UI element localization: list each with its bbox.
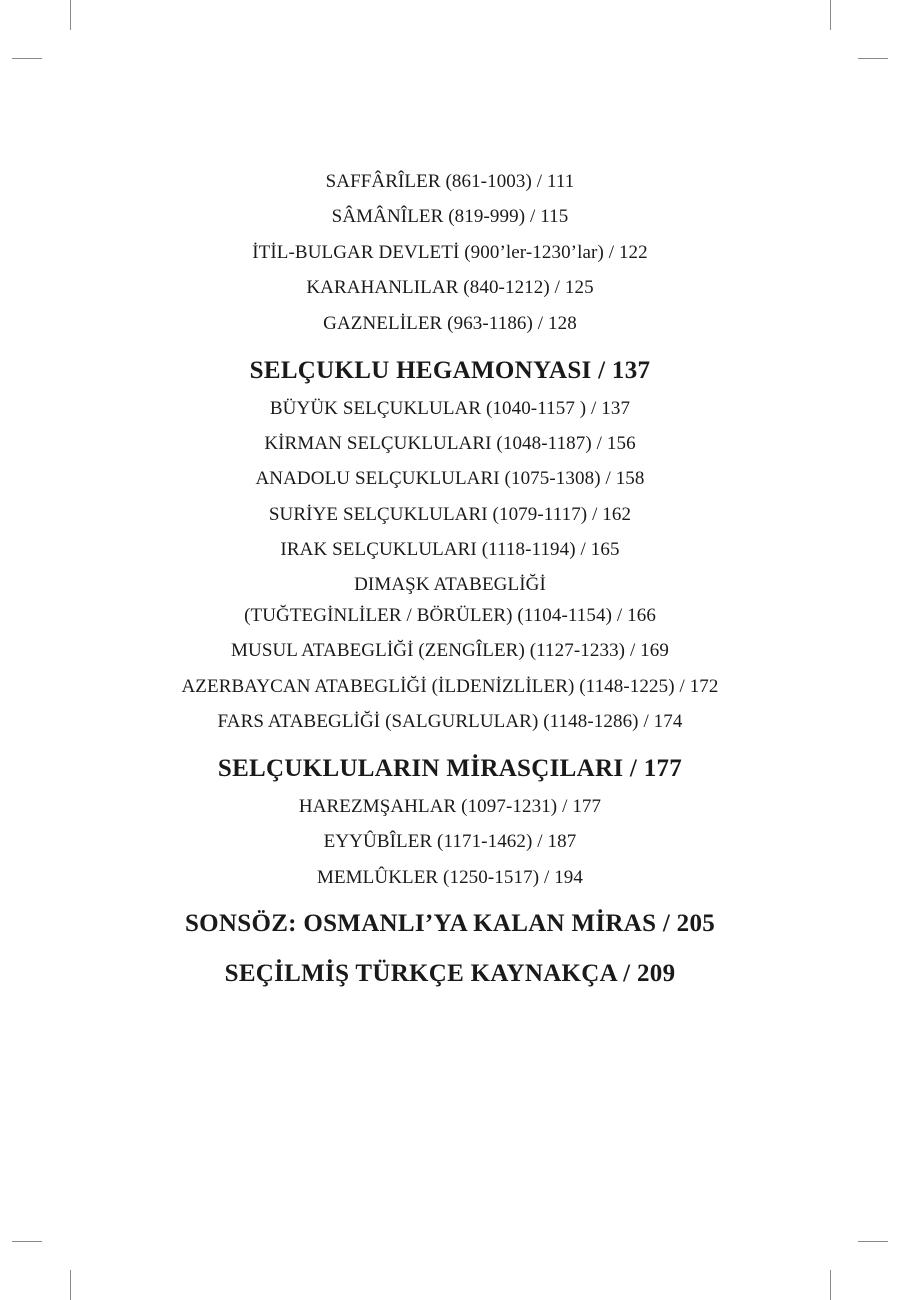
crop-mark-top-left-h <box>12 58 42 59</box>
crop-mark-bottom-right-h <box>858 1241 888 1242</box>
crop-mark-bottom-left-h <box>12 1241 42 1242</box>
crop-mark-top-left <box>70 0 71 30</box>
toc-entry-azerbaycan-atabegligi: AZERBAYCAN ATABEGLİĞİ (İLDENİZLİLER) (1148-1225) / 172 <box>181 676 719 697</box>
toc-heading-selcuklularin-mirascilari: SELÇUKLULARIN MİRASÇILARI / 177 <box>217 755 683 782</box>
toc-entry-kirman-selcuklulari: KİRMAN SELÇUKLULARI (1048-1187) / 156 <box>264 433 636 454</box>
toc-entry-irak-selcuklulari: IRAK SELÇUKLULARI (1118-1194) / 165 <box>280 539 620 560</box>
crop-mark-bottom-left <box>70 1270 71 1300</box>
toc-entry-buyuk-selcuklular: BÜYÜK SELÇUKLULAR (1040-1157 ) / 137 <box>269 398 631 419</box>
toc-entry-itil-bulgar: İTİL-BULGAR DEVLETİ (900’ler-1230’lar) / 122 <box>252 242 648 263</box>
toc-entry-fars-atabegligi: FARS ATABEGLİĞİ (SALGURLULAR) (1148-1286) / 174 <box>217 711 683 732</box>
toc-heading-selcuklu-hegamonyasi: SELÇUKLU HEGAMONYASI / 137 <box>249 357 651 384</box>
toc-entry-gazneliler: GAZNELİLER (963-1186) / 128 <box>323 313 577 334</box>
toc-entry-musul-atabegligi: MUSUL ATABEGLİĞİ (ZENGÎLER) (1127-1233) / 169 <box>231 640 669 661</box>
crop-mark-top-right-h <box>858 58 888 59</box>
toc-heading-sonsoz: SONSÖZ: OSMANLI’YA KALAN MİRAS / 205 <box>184 910 716 937</box>
toc-entry-harezmsahlar: HAREZMŞAHLAR (1097-1231) / 177 <box>298 796 602 817</box>
toc-entry-samaniler: SÂMÂNÎLER (819-999) / 115 <box>331 206 569 227</box>
toc-entry-eyyubiler: EYYÛBÎLER (1171-1462) / 187 <box>323 831 577 852</box>
crop-mark-bottom-right <box>830 1270 831 1300</box>
toc-entry-dimask-atabegligi: DIMAŞK ATABEGLİĞİ <box>354 574 546 595</box>
crop-mark-top-right <box>830 0 831 30</box>
toc-entry-suriye-selcuklulari: SURİYE SELÇUKLULARI (1079-1117) / 162 <box>268 504 632 525</box>
toc-heading-secilmis-kaynakca: SEÇİLMİŞ TÜRKÇE KAYNAKÇA / 209 <box>224 960 676 987</box>
toc-entry-dimask-atabegligi-cont: (TUĞTEGİNLİLER / BÖRÜLER) (1104-1154) / 166 <box>244 605 656 626</box>
toc-entry-memlukler: MEMLÛKLER (1250-1517) / 194 <box>316 867 584 888</box>
toc-entry-anadolu-selcuklulari: ANADOLU SELÇUKLULARI (1075-1308) / 158 <box>255 468 645 489</box>
toc-entry-saffariler: SAFFÂRÎLER (861-1003) / 111 <box>325 171 575 192</box>
toc-entry-karahanlilar: KARAHANLILAR (840-1212) / 125 <box>306 277 594 298</box>
